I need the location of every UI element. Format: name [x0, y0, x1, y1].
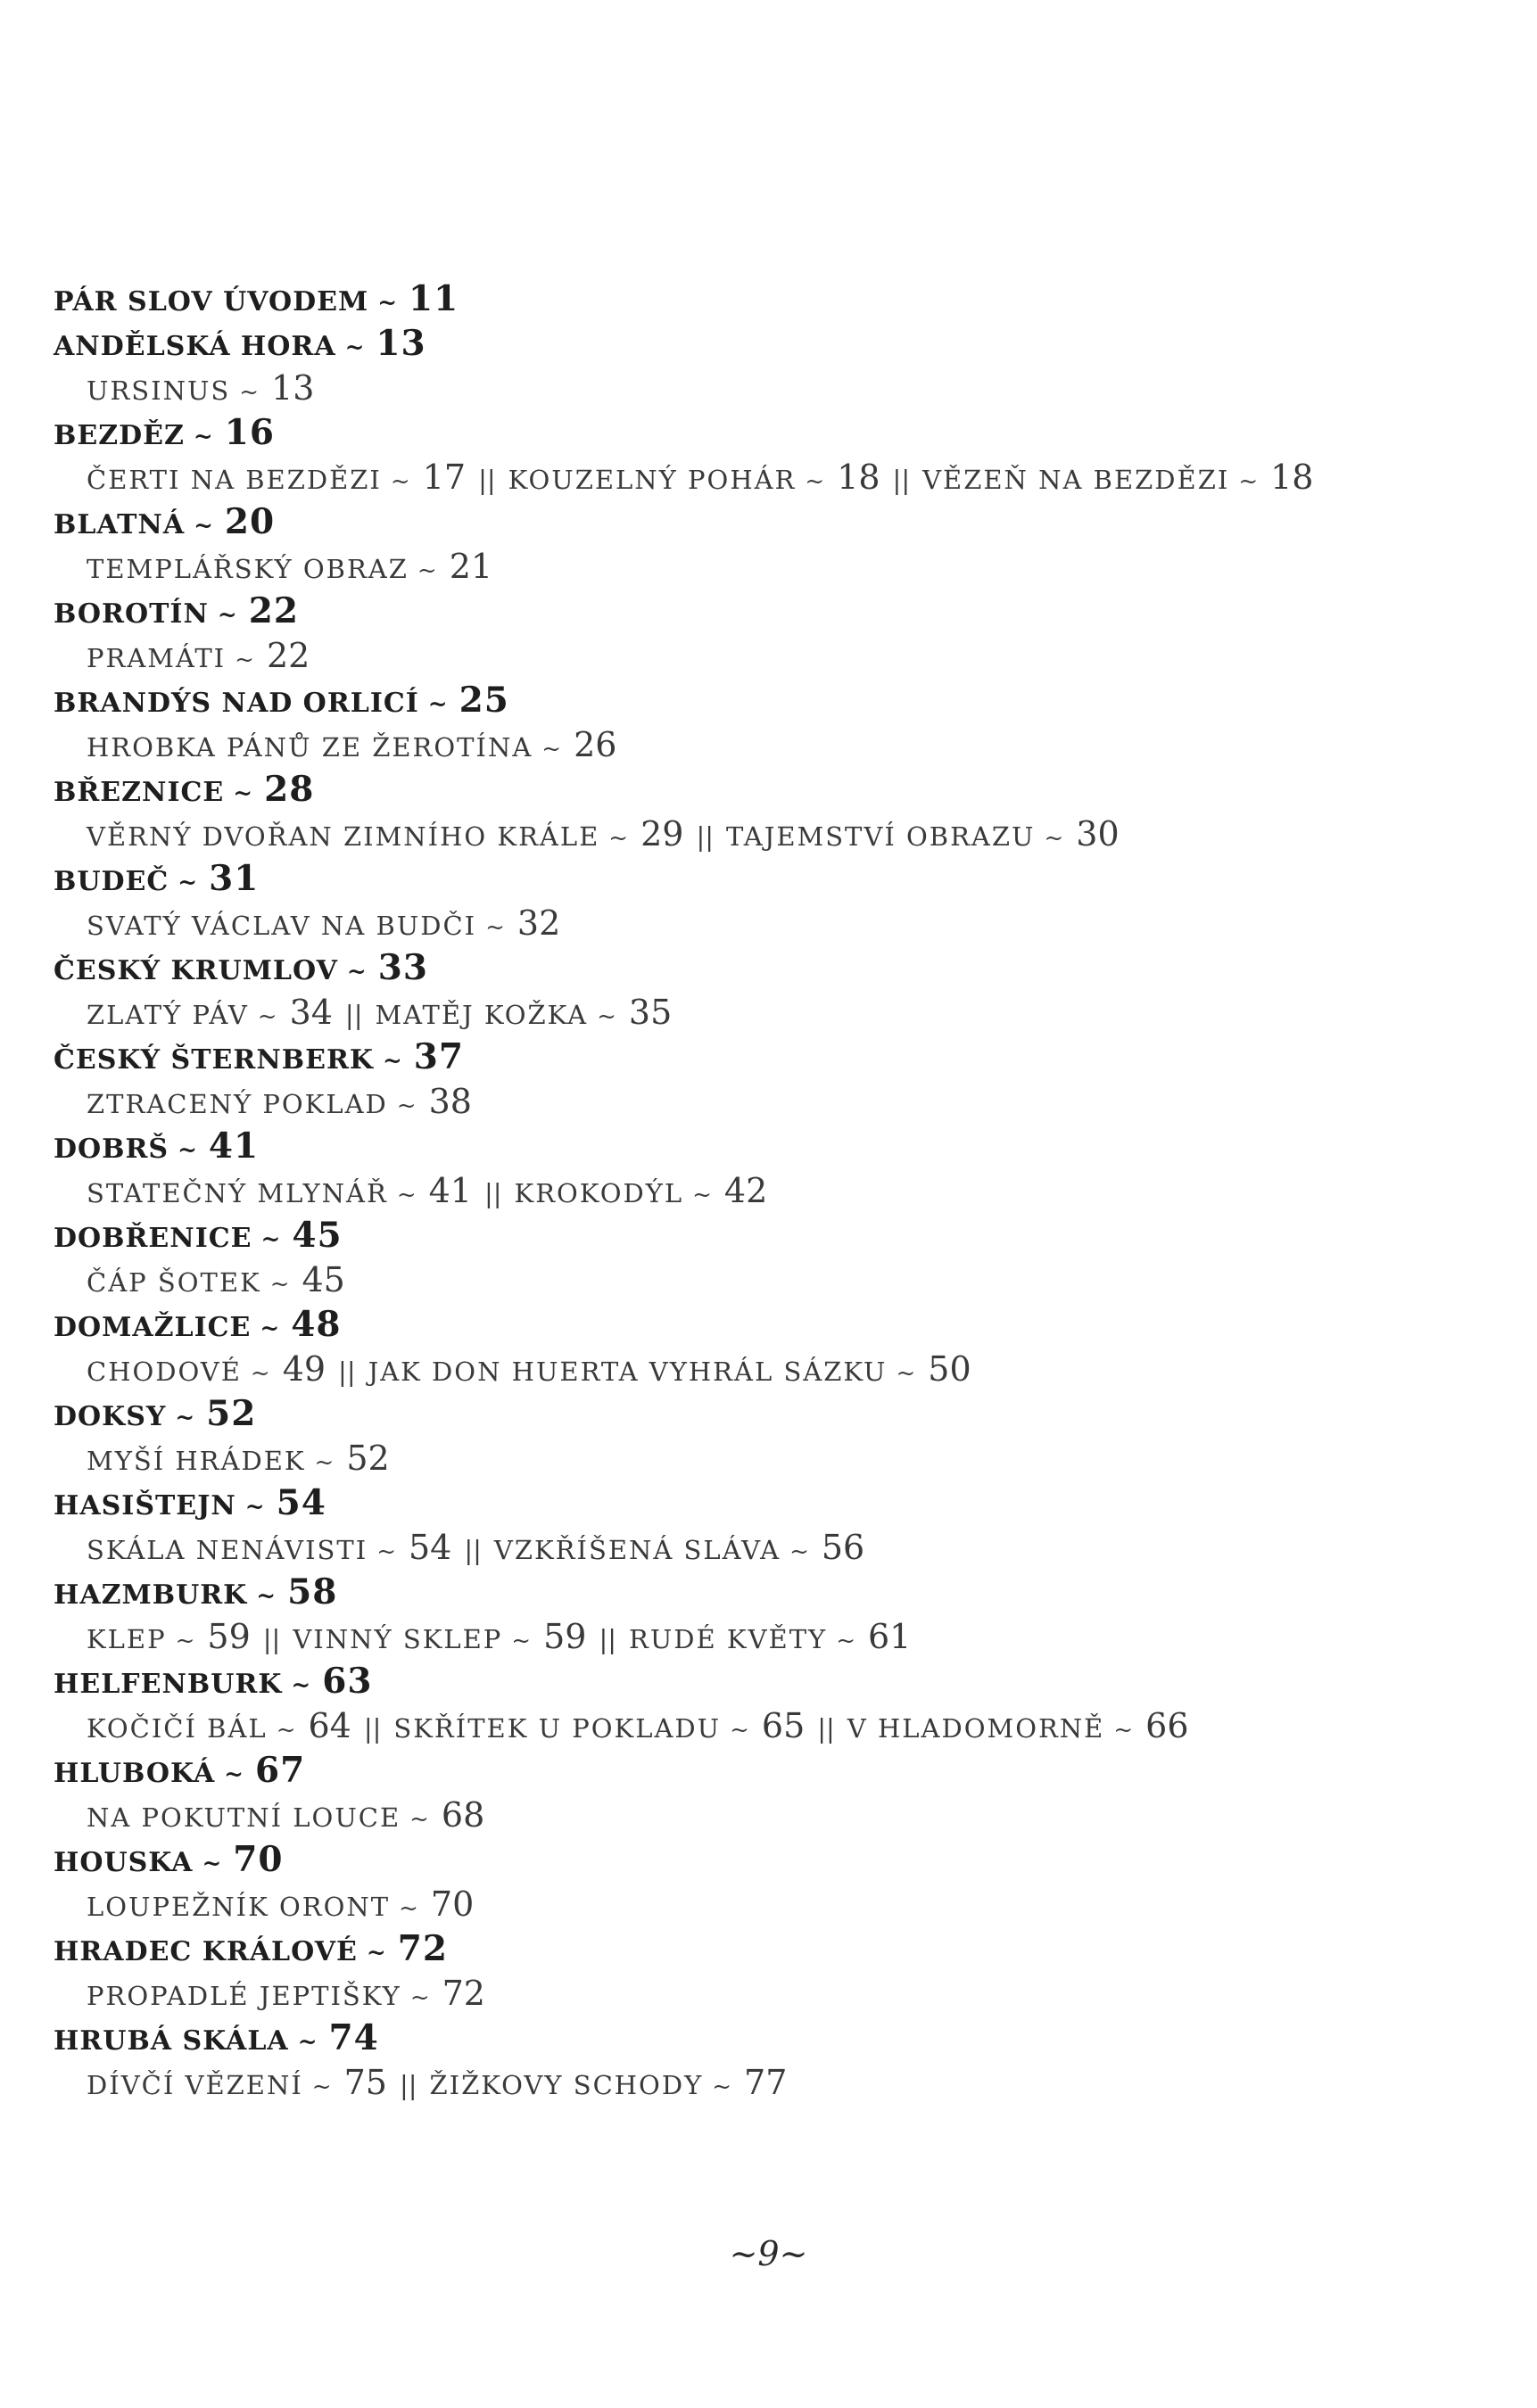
- tilde-separator: ~: [311, 2074, 334, 2100]
- story-page-number: 49: [282, 1349, 326, 1389]
- story-page-number: 42: [723, 1171, 768, 1210]
- tilde-separator: ~: [175, 1628, 197, 1654]
- tilde-separator: ~: [366, 1940, 387, 1967]
- tilde-separator: ~: [597, 1003, 618, 1030]
- story-title: V HLADOMORNĚ: [847, 1713, 1105, 1744]
- toc-stories-line: [54, 1971, 1481, 2016]
- story-title: ČERTI NA BEZDĚZI: [87, 465, 382, 495]
- tilde-separator: ~: [541, 736, 564, 763]
- chapter-page-number: 63: [322, 1661, 373, 1702]
- chapter-page-number: 16: [224, 412, 275, 453]
- toc-stories-line: [54, 1614, 1481, 1659]
- tilde-separator: ~: [511, 1628, 533, 1654]
- story-page-number: 26: [574, 725, 617, 764]
- double-bar-separator: ||: [817, 1713, 835, 1744]
- story-page-number: 21: [449, 547, 493, 586]
- toc-chapter: [54, 856, 1481, 901]
- story-page-number: 29: [640, 814, 684, 854]
- toc-stories-line: [54, 455, 1481, 499]
- story-title: KLEP: [87, 1624, 167, 1654]
- chapter-page-number: 54: [276, 1482, 326, 1523]
- story-title: CHODOVÉ: [87, 1357, 242, 1387]
- chapter-title: HAZMBURK: [54, 1579, 248, 1611]
- tilde-separator: ~: [485, 914, 507, 941]
- tilde-separator: ~: [297, 2029, 318, 2056]
- tilde-separator: ~: [202, 1851, 223, 1877]
- story-page-number: 59: [207, 1617, 251, 1656]
- tilde-separator: ~: [260, 1315, 281, 1342]
- toc-chapter: [54, 1570, 1481, 1614]
- toc-stories-line: [54, 1258, 1481, 1302]
- double-bar-separator: ||: [464, 1535, 482, 1565]
- chapter-title: BLATNÁ: [54, 509, 186, 540]
- tilde-separator: ~: [178, 870, 199, 896]
- tilde-separator: ~: [692, 1182, 714, 1208]
- toc-chapter: [54, 1480, 1481, 1525]
- chapter-title: ČESKÝ KRUMLOV: [54, 955, 338, 986]
- chapter-title: PÁR SLOV ÚVODEM: [54, 286, 369, 317]
- double-bar-separator: ||: [262, 1624, 281, 1654]
- chapter-title: HRADEC KRÁLOVÉ: [54, 1936, 358, 1967]
- chapter-title: DOKSY: [54, 1401, 167, 1432]
- tilde-separator: ~: [399, 1895, 420, 1922]
- story-page-number: 54: [409, 1528, 452, 1567]
- chapter-title: HRUBÁ SKÁLA: [54, 2025, 289, 2057]
- tilde-separator: ~: [233, 780, 254, 807]
- tilde-separator: ~: [250, 1360, 272, 1387]
- tilde-separator: ~: [244, 1494, 266, 1521]
- toc-chapter: [54, 589, 1481, 633]
- story-page-number: 72: [442, 1974, 485, 2013]
- story-page-number: 59: [543, 1617, 587, 1656]
- story-title: VINNÝ SKLEP: [293, 1624, 503, 1654]
- toc-stories-line: [54, 901, 1481, 945]
- story-title: DÍVČÍ VĚZENÍ: [87, 2070, 303, 2100]
- toc-stories-line: [54, 2060, 1481, 2105]
- story-page-number: 45: [302, 1260, 345, 1299]
- story-title: PROPADLÉ JEPTIŠKY: [87, 1981, 401, 2011]
- tilde-separator: ~: [427, 691, 449, 718]
- chapter-page-number: 33: [377, 947, 428, 988]
- story-page-number: 34: [289, 993, 333, 1032]
- story-page-number: 30: [1076, 814, 1120, 854]
- story-page-number: 50: [928, 1349, 971, 1389]
- tilde-separator: ~: [377, 290, 399, 317]
- toc-chapter: [54, 945, 1481, 990]
- toc-chapter: [54, 276, 1481, 321]
- chapter-page-number: 70: [233, 1839, 284, 1880]
- story-title: KOČIČÍ BÁL: [87, 1713, 268, 1744]
- story-title: SKÁLA NENÁVISTI: [87, 1535, 368, 1565]
- toc-chapter: [54, 1124, 1481, 1168]
- chapter-title: BOROTÍN: [54, 598, 209, 630]
- toc-stories-line: [54, 366, 1481, 410]
- toc-stories-line: [54, 990, 1481, 1035]
- chapter-title: HELFENBURK: [54, 1669, 283, 1700]
- toc-stories-line: [54, 1079, 1481, 1124]
- story-page-number: 17: [422, 458, 467, 497]
- toc-stories-line: [54, 1347, 1481, 1391]
- toc-stories-line: [54, 1793, 1481, 1837]
- tilde-separator: ~: [239, 379, 261, 406]
- tilde-separator: ~: [276, 1717, 298, 1744]
- tilde-separator: ~: [409, 1806, 431, 1833]
- story-page-number: 68: [441, 1795, 485, 1835]
- chapter-page-number: 74: [328, 2017, 379, 2058]
- tilde-separator: ~: [178, 1137, 198, 1164]
- double-bar-separator: ||: [344, 1000, 363, 1030]
- story-page-number: 18: [1270, 458, 1314, 497]
- chapter-title: DOBRŠ: [54, 1134, 169, 1165]
- tilde-separator: ~: [1044, 825, 1066, 852]
- story-title: KROKODÝL: [514, 1178, 684, 1208]
- story-page-number: 61: [867, 1617, 912, 1656]
- story-title: VĚRNÝ DVOŘAN ZIMNÍHO KRÁLE: [87, 821, 600, 852]
- story-title: TEMPLÁŘSKÝ OBRAZ: [87, 554, 409, 584]
- double-bar-separator: ||: [363, 1713, 382, 1744]
- story-title: STATEČNÝ MLYNÁŘ: [87, 1178, 388, 1208]
- tilde-separator: ~: [291, 1672, 312, 1699]
- toc-chapter: [54, 1213, 1481, 1258]
- tilde-separator: ~: [346, 959, 368, 985]
- toc-chapter: [54, 1748, 1481, 1793]
- tilde-separator: ~: [260, 1226, 282, 1253]
- tilde-separator: ~: [396, 1093, 418, 1119]
- story-title: ZTRACENÝ POKLAD: [87, 1089, 388, 1119]
- story-title: URSINUS: [87, 375, 231, 406]
- story-page-number: 22: [266, 636, 310, 675]
- toc-chapter: [54, 1302, 1481, 1347]
- toc-stories-line: [54, 544, 1481, 589]
- tilde-separator: ~: [608, 825, 631, 852]
- story-page-number: 35: [628, 993, 673, 1032]
- chapter-title: BRANDÝS NAD ORLICÍ: [54, 688, 419, 719]
- story-title: RUDÉ KVĚTY: [629, 1624, 828, 1654]
- tilde-separator: ~: [344, 334, 366, 361]
- toc-chapter: [54, 1659, 1481, 1703]
- chapter-title: BUDEČ: [54, 866, 169, 897]
- double-bar-separator: ||: [483, 1178, 502, 1208]
- toc-chapter: [54, 678, 1481, 722]
- story-page-number: 66: [1145, 1706, 1189, 1745]
- tilde-separator: ~: [712, 2074, 734, 2100]
- tilde-separator: ~: [417, 557, 439, 584]
- chapter-page-number: 37: [413, 1036, 465, 1077]
- chapter-page-number: 58: [287, 1571, 338, 1612]
- story-title: PRAMÁTI: [87, 643, 227, 673]
- story-title: HROBKA PÁNŮ ZE ŽEROTÍNA: [87, 732, 533, 763]
- chapter-page-number: 45: [292, 1215, 343, 1256]
- chapter-title: HLUBOKÁ: [54, 1758, 216, 1789]
- toc-stories-line: [54, 722, 1481, 767]
- chapter-page-number: 22: [248, 590, 299, 631]
- double-bar-separator: ||: [599, 1624, 616, 1654]
- story-title: ŽIŽKOVY SCHODY: [429, 2070, 704, 2100]
- double-bar-separator: ||: [696, 821, 714, 852]
- tilde-separator: ~: [1113, 1717, 1136, 1744]
- toc-stories-line: [54, 1168, 1481, 1213]
- chapter-page-number: 25: [459, 680, 509, 721]
- story-title: LOUPEŽNÍK ORONT: [87, 1892, 391, 1922]
- toc-stories-line: [54, 1703, 1481, 1748]
- story-page-number: 18: [837, 458, 880, 497]
- chapter-page-number: 41: [208, 1126, 260, 1167]
- double-bar-separator: ||: [478, 465, 496, 495]
- tilde-separator: ~: [257, 1003, 279, 1030]
- tilde-separator: ~: [224, 1761, 244, 1788]
- tilde-separator: ~: [256, 1583, 277, 1610]
- chapter-title: DOBŘENICE: [54, 1223, 252, 1254]
- chapter-page-number: 31: [209, 858, 260, 899]
- story-page-number: 38: [428, 1082, 472, 1121]
- tilde-separator: ~: [314, 1449, 336, 1476]
- tilde-separator: ~: [175, 1405, 196, 1431]
- toc-chapter: [54, 1837, 1481, 1882]
- story-page-number: 32: [516, 903, 561, 943]
- chapter-title: BEZDĚZ: [54, 420, 185, 451]
- double-bar-separator: ||: [338, 1357, 356, 1387]
- story-page-number: 75: [343, 2063, 387, 2102]
- table-of-contents: [54, 276, 1481, 2105]
- tilde-separator: ~: [1238, 468, 1260, 495]
- toc-chapter: [54, 1926, 1481, 1971]
- story-page-number: 65: [761, 1706, 806, 1745]
- story-page-number: 41: [428, 1171, 472, 1210]
- chapter-page-number: 13: [376, 323, 426, 364]
- story-title: VZKŘÍŠENÁ SLÁVA: [493, 1535, 781, 1565]
- story-title: SKŘÍTEK U POKLADU: [393, 1713, 722, 1744]
- chapter-title: ANDĚLSKÁ HORA: [54, 331, 336, 362]
- story-page-number: 77: [744, 2063, 788, 2102]
- tilde-separator: ~: [269, 1271, 292, 1298]
- chapter-title: DOMAŽLICE: [54, 1312, 252, 1343]
- tilde-separator: ~: [382, 1048, 403, 1075]
- story-title: NA POKUTNÍ LOUCE: [87, 1802, 401, 1833]
- chapter-page-number: 72: [397, 1928, 448, 1969]
- story-page-number: 13: [271, 368, 315, 408]
- tilde-separator: ~: [896, 1360, 918, 1387]
- toc-chapter: [54, 410, 1481, 455]
- story-title: MATĚJ KOŽKA: [375, 1000, 589, 1030]
- story-title: MYŠÍ HRÁDEK: [87, 1446, 306, 1476]
- chapter-page-number: 67: [254, 1750, 306, 1791]
- tilde-separator: ~: [193, 424, 214, 450]
- tilde-separator: ~: [805, 468, 827, 495]
- tilde-separator: ~: [409, 1984, 432, 2011]
- story-title: JAK DON HUERTA VYHRÁL SÁZKU: [368, 1357, 888, 1387]
- double-bar-separator: ||: [892, 465, 911, 495]
- chapter-title: ČESKÝ ŠTERNBERK: [54, 1044, 374, 1076]
- chapter-title: BŘEZNICE: [54, 777, 225, 808]
- page-number: ~9~: [729, 2234, 808, 2273]
- toc-chapter: [54, 767, 1481, 812]
- story-title: KOUZELNÝ POHÁR: [508, 465, 797, 495]
- chapter-page-number: 20: [224, 501, 276, 542]
- tilde-separator: ~: [789, 1538, 811, 1565]
- story-title: SVATÝ VÁCLAV NA BUDČI: [87, 911, 477, 941]
- story-title: VĚZEŇ NA BEZDĚZI: [922, 465, 1230, 495]
- toc-stories-line: [54, 812, 1481, 856]
- toc-chapter: [54, 499, 1481, 544]
- tilde-separator: ~: [836, 1628, 857, 1654]
- chapter-page-number: 48: [291, 1304, 342, 1345]
- tilde-separator: ~: [235, 647, 256, 673]
- tilde-separator: ~: [376, 1538, 398, 1565]
- story-page-number: 56: [821, 1528, 865, 1567]
- story-page-number: 70: [430, 1884, 475, 1924]
- chapter-page-number: 28: [264, 769, 315, 810]
- story-title: ZLATÝ PÁV: [87, 1000, 249, 1030]
- toc-stories-line: [54, 633, 1481, 678]
- story-title: TAJEMSTVÍ OBRAZU: [726, 821, 1036, 852]
- story-title: ČÁP ŠOTEK: [87, 1267, 261, 1298]
- toc-stories-line: [54, 1525, 1481, 1570]
- toc-stories-line: [54, 1436, 1481, 1480]
- tilde-separator: ~: [390, 468, 412, 495]
- double-bar-separator: ||: [399, 2070, 417, 2100]
- toc-chapter: [54, 321, 1481, 366]
- chapter-title: HOUSKA: [54, 1847, 194, 1878]
- toc-chapter: [54, 1035, 1481, 1079]
- tilde-separator: ~: [396, 1182, 418, 1208]
- toc-stories-line: [54, 1882, 1481, 1926]
- tilde-separator: ~: [217, 602, 238, 629]
- chapter-page-number: 52: [206, 1393, 257, 1434]
- chapter-page-number: 11: [409, 278, 459, 319]
- story-page-number: 52: [346, 1439, 390, 1478]
- tilde-separator: ~: [730, 1717, 751, 1744]
- story-page-number: 64: [308, 1706, 351, 1745]
- toc-chapter: [54, 1391, 1481, 1436]
- chapter-title: HASIŠTEJN: [54, 1490, 236, 1521]
- toc-chapter: [54, 2016, 1481, 2060]
- tilde-separator: ~: [194, 513, 214, 540]
